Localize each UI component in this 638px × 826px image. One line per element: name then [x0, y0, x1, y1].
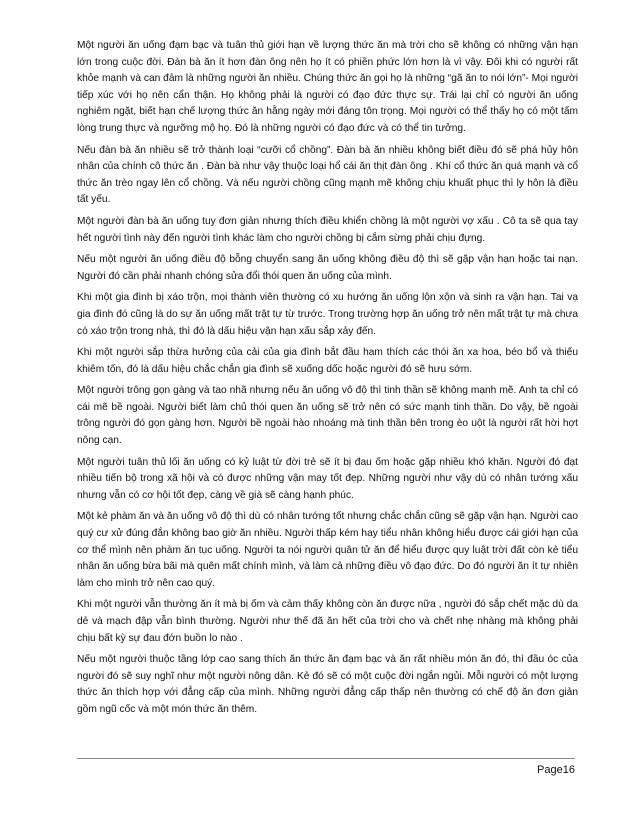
paragraph: Một người tuân thủ lối ăn uống có kỷ luật từ đời trẻ sẽ ít bị đau ốm hoặc gặp nhiều khó khăn. Người đó đạt nhiều tiến bộ trong xã hội và có được những vận may tốt đẹp. Những người như vậy dù có nhân tướng xấu nhưng vẫn có cơ hội tốt đẹp, càng về già sẽ càng hạnh phúc. — [77, 456, 578, 501]
paragraph: Một người đàn bà ăn uống tuy đơn giản nhưng thích điều khiển chồng là một người vợ xấu . Cô ta sẽ qua tay hết người tình này đến người tình khác làm cho người chồng bị cắm sừng phải chịu đựng. — [77, 215, 578, 244]
page-footer — [537, 763, 575, 777]
paragraph: Khi một gia đình bị xáo trộn, mọi thành viên thường có xu hướng ăn uống lộn xộn và sinh ra vận hạn. Tai vạ gia đình đó cũng là do sự ăn uống mất trật tự từ trước. Trong trường hợp ăn uống trở nên mất trật tự mà chưa có xáo trộn trong nhà, thì đó là dấu hiệu vận hạn xấu sắp xảy đến. — [77, 292, 578, 337]
footer-divider — [77, 758, 575, 759]
body-text — [77, 38, 578, 724]
paragraph: Một người trông gọn gàng và tao nhã nhưng nếu ăn uống vô độ thì tinh thần sẽ không mạnh mẽ. Anh ta chỉ có cái mẽ bề ngoài. Người biết làm chủ thói quen ăn uống sẽ trở nên có sức mạnh tinh thần. Do vậy, bề ngoài trông người đó gọn gàng hơn. Người bề ngoài hào nhoáng mà tinh thần bên trong èo uột là người rất hời hợt nông cạn. — [77, 385, 578, 447]
paragraph: Nếu một người ăn uống điều độ bỗng chuyển sang ăn uống không điều độ thì sẽ gặp vận hạn hoặc tai nạn. Người đó cần phải nhanh chóng sửa đổi thói quen ăn uống của mình. — [77, 254, 578, 282]
paragraph: Khi một người sắp thừa hưởng của cải của gia đình bắt đầu ham thích các thói ăn xa hoa, béo bổ và thiếu khiêm tốn, đó là dấu hiệu chắc chắn gia đình sẽ xuống dốc hoặc người đó sẽ hưu sớm. — [77, 347, 578, 375]
page-number: 16 — [562, 764, 575, 776]
paragraph: Nếu một người thuộc tầng lớp cao sang thích ăn thức ăn đạm bạc và ăn rất nhiều món ăn đó, thì đầu óc của người đó sẽ suy nghĩ như một người nông dân. Kẻ đó sẽ có một cuộc đời ngắn ngủi. Mỗi người có một lượng thức ăn thích hợp với đẳng cấp của mình. Những người đẳng cấp thấp nên thường có chế độ ăn đơn giản gồm ngũ cốc và một món thức ăn thêm. — [77, 654, 578, 715]
paragraph: Khi một người vẫn thường ăn ít mà bị ốm và cảm thấy không còn ăn được nữa , người đó sắp chết mặc dù da dẻ và mạch đập vẫn bình thường. Người như thế đã ăn hết của trời cho và chết nhẹ nhàng mà không phải chịu bất kỳ sự đau đớn buồn lo nào . — [77, 599, 578, 644]
paragraph: Một người ăn uống đạm bạc và tuân thủ giới hạn về lượng thức ăn mà trời cho sẽ không có những vận hạn lớn trong cuộc đời. Đàn bà ăn ít hơn đàn ông nên họ ít có phiền phức lớn hơn là vì vậy. Đôi khi có người rất khỏe mạnh và can đảm là những người ăn nhiều. Chúng thức ăn gọi họ là những “gã ăn to nói lớn”- Mọi người tiếp xúc với họ nên cẩn thận. Họ không phải là người có đạo đức thực sự. Trái lại chỉ có người ăn uống nghiêm ngặt, biết hạn chế lượng thức ăn hằng ngày mới đáng tôn trọng. Mọi người có thể thấy họ có một tấm lòng trung thực và ngưỡng mộ họ. Đó là những người có đạo đức và có thể tin tưởng. — [77, 40, 578, 134]
page-label: Page — [537, 764, 563, 776]
paragraph: Nếu đàn bà ăn nhiều sẽ trở thành loại “cưỡi cổ chồng”. Đàn bà ăn nhiều không biết điều đó sẽ phá hủy hôn nhân của chính cô thức ăn . Đàn bà như vậy thuộc loại hổ cái ăn thịt đàn ông . Khí cổ thức ăn quá mạnh và cổ thức ăn trèo ngay lên cổ chồng. Và nếu người chồng cũng mạnh mẽ không chịu khuất phục thì ly hôn là điều tất yếu. — [77, 144, 578, 206]
paragraph: Một kẻ phàm ăn và ăn uống vô độ thì dù có nhân tướng tốt nhưng chắc chắn cũng sẽ gặp vận hạn. Người cao quý cư xử đúng đắn không bao giờ ăn nhiều. Người thấp kém hay tiểu nhân không hiểu được cái giới hạn của cơ thể mình nên phàm ăn tục uống. Người ta nói người quân tử ăn để hiểu được quy luật trời đất còn kẻ tiểu nhân ăn uống bừa bãi mà quên mất chính mình, và làm cả những điều vô đạo đức. Do đó người ăn ít tự nhiên làm cho mình trở nên cao quý. — [77, 511, 578, 589]
